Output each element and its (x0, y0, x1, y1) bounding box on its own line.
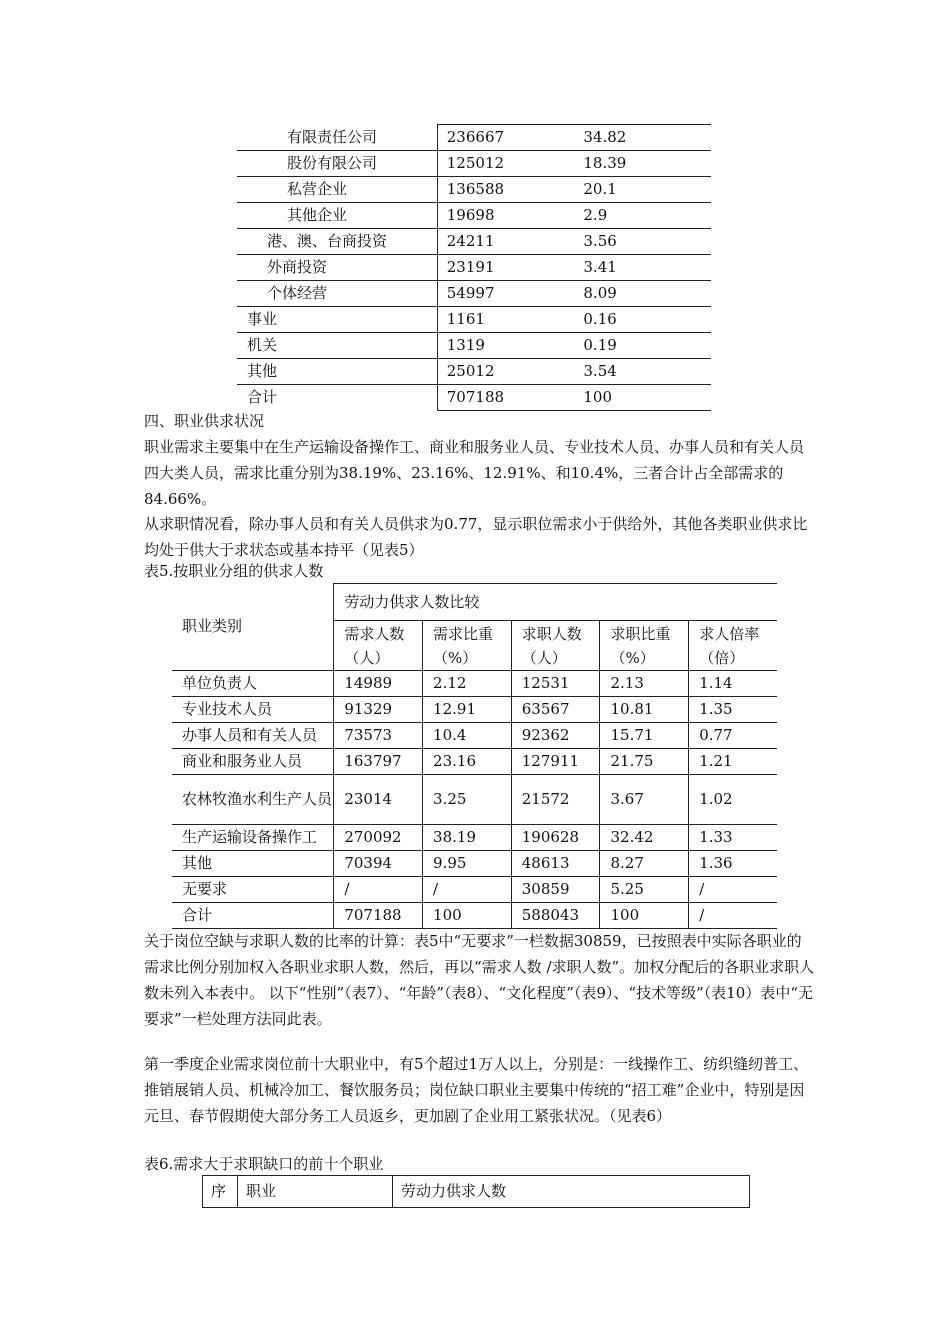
table-cell: 707188 (334, 903, 423, 929)
table-cell: 12531 (511, 671, 600, 697)
table-cell: 91329 (334, 697, 423, 723)
top-ten-gap-table (202, 1175, 750, 1208)
table-row (237, 229, 711, 255)
table-cell: 38.19 (423, 825, 512, 851)
row-label: 其他企业 (237, 203, 437, 229)
table-row (237, 177, 711, 203)
row-percent: 2.9 (583, 203, 711, 229)
row-value: 1161 (437, 307, 583, 333)
group-header: 劳动力供求人数比较 (334, 584, 777, 621)
table-cell: 1.33 (689, 825, 777, 851)
column-header (511, 621, 600, 671)
occupation-supply-demand-table (172, 583, 777, 929)
table-cell: 127911 (511, 749, 600, 775)
row-value: 19698 (437, 203, 583, 229)
table-cell: 2.12 (423, 671, 512, 697)
table-cell: 21572 (511, 775, 600, 825)
column-header-unit: （%） (610, 648, 655, 667)
table-cell: 48613 (511, 851, 600, 877)
table6-header-occupation: 职业 (238, 1176, 393, 1208)
row-value: 136588 (437, 177, 583, 203)
table-cell: 21.75 (600, 749, 689, 775)
table-cell: 15.71 (600, 723, 689, 749)
table-cell: 1.14 (689, 671, 777, 697)
occupation-category: 商业和服务业人员 (172, 749, 334, 775)
row-percent: 18.39 (583, 151, 711, 177)
column-header (689, 621, 777, 671)
column-header (423, 621, 512, 671)
occupation-category: 其他 (172, 851, 334, 877)
enterprise-type-table (237, 124, 711, 411)
table-row (172, 697, 777, 723)
table-cell: 3.67 (600, 775, 689, 825)
occupation-category: 生产运输设备操作工 (172, 825, 334, 851)
row-value: 236667 (437, 125, 583, 151)
row-label: 其他 (237, 359, 437, 385)
column-header-name: 求职比重 (610, 624, 671, 643)
column-header (600, 621, 689, 671)
row-value: 1319 (437, 333, 583, 359)
row-label: 私营企业 (237, 177, 437, 203)
row-percent: 100 (583, 385, 711, 411)
table-cell: 100 (423, 903, 512, 929)
table-cell: 1.35 (689, 697, 777, 723)
table-cell: 1.02 (689, 775, 777, 825)
column-header-name: 需求比重 (433, 624, 494, 643)
row-percent: 3.56 (583, 229, 711, 255)
table-row (237, 151, 711, 177)
table-row (237, 359, 711, 385)
table-cell: 8.27 (600, 851, 689, 877)
row-value: 125012 (437, 151, 583, 177)
paragraph-top-ten: 第一季度企业需求岗位前十大职业中，有5个超过1万人以上，分别是：一线操作工、纺织缝纫普工、推销展销人员、机械冷加工、餐饮服务员；岗位缺口职业主要集中传统的“招工难”企业中，特别是因元旦、春节假期使大部分务工人员返乡，更加剧了企业用工紧张状况。（见表6） (144, 1055, 809, 1125)
occupation-category: 农林牧渔水利生产人员 (172, 775, 334, 825)
column-header (334, 621, 423, 671)
row-label: 有限责任公司 (237, 125, 437, 151)
table-row (172, 671, 777, 697)
table-cell: 92362 (511, 723, 600, 749)
table-row (237, 125, 711, 151)
table-cell: 5.25 (600, 877, 689, 903)
table-cell: 12.91 (423, 697, 512, 723)
table-row (237, 281, 711, 307)
row-label: 合计 (247, 388, 278, 407)
table-row (237, 333, 711, 359)
table-cell: 63567 (511, 697, 600, 723)
column-header-unit: （人） (344, 648, 390, 667)
table-cell: / (689, 903, 777, 929)
table5-title: 表5.按职业分组的供求人数 (144, 562, 324, 580)
column-header-name: 需求人数 (344, 624, 405, 643)
table-cell: 0.77 (689, 723, 777, 749)
table-row (237, 203, 711, 229)
table-cell: 23.16 (423, 749, 512, 775)
table-cell: 190628 (511, 825, 600, 851)
row-label: 个体经营 (237, 281, 437, 307)
column-header-name: 求职人数 (521, 624, 582, 643)
table6-header-seq: 序 (203, 1176, 238, 1208)
paragraph-calc-note: 关于岗位空缺与求职人数的比率的计算：表5中“无要求”一栏数据30859，已按照表中实际各职业的需求比例分别加权入各职业求职人数，然后，再以“需求人数 /求职人数”。加权分配后的各职业求职人数未列入本表中。 以下“性别”（表7）、“年龄”（表8）、“文化程度”（表9）、“技术等级”（表10）表中“无要求”一栏处理方法同此表。 (144, 932, 815, 1028)
row-label: 股份有限公司 (237, 151, 437, 177)
table-cell: 10.4 (423, 723, 512, 749)
table-cell: 100 (600, 903, 689, 929)
row-value: 54997 (437, 281, 583, 307)
row-value: 24211 (437, 229, 583, 255)
section-heading: 四、职业供求状况 (144, 412, 265, 430)
row-value: 707188 (437, 385, 583, 411)
table-row (172, 825, 777, 851)
occupation-category: 无要求 (172, 877, 334, 903)
occupation-category: 单位负责人 (172, 671, 334, 697)
column-header-unit: （人） (521, 648, 567, 667)
table-cell: 14989 (334, 671, 423, 697)
table-cell: 10.81 (600, 697, 689, 723)
table-row (172, 903, 777, 929)
paragraph-demand: 职业需求主要集中在生产运输设备操作工、商业和服务业人员、专业技术人员、办事人员和有关人员四大类人员，需求比重分别为38.19%、23.16%、12.91%、和10.4%，三者合计占全部需求的84.66%。 (144, 438, 805, 508)
table-row (237, 307, 711, 333)
row-percent: 20.1 (583, 177, 711, 203)
table-row (172, 775, 777, 825)
row-label: 外商投资 (237, 255, 437, 281)
row-percent: 34.82 (583, 125, 711, 151)
table-cell: 30859 (511, 877, 600, 903)
occupation-category: 专业技术人员 (172, 697, 334, 723)
row-label: 港、澳、台商投资 (237, 229, 437, 255)
table-row (172, 851, 777, 877)
table-cell: 1.21 (689, 749, 777, 775)
row-value: 23191 (437, 255, 583, 281)
table-row (172, 877, 777, 903)
row-percent: 0.16 (583, 307, 711, 333)
table-row (237, 385, 711, 411)
row-percent: 8.09 (583, 281, 711, 307)
row-percent: 0.19 (583, 333, 711, 359)
occupation-category: 办事人员和有关人员 (172, 723, 334, 749)
table-cell: / (334, 877, 423, 903)
table-cell: 32.42 (600, 825, 689, 851)
table-cell: 270092 (334, 825, 423, 851)
table6-header-supply-demand: 劳动力供求人数 (393, 1176, 750, 1208)
column-header-unit: （倍） (699, 648, 745, 667)
paragraph-supply: 从求职情况看，除办事人员和有关人员供求为0.77，显示职位需求小于供给外，其他各类职业供求比均处于供大于求状态或基本持平（见表5） (144, 515, 808, 559)
table-cell: 70394 (334, 851, 423, 877)
row-percent: 3.41 (583, 255, 711, 281)
table-cell: 3.25 (423, 775, 512, 825)
occupation-category: 合计 (172, 903, 334, 929)
table6-title: 表6.需求大于求职缺口的前十个职业 (144, 1155, 384, 1173)
table-cell: 163797 (334, 749, 423, 775)
table-row (172, 749, 777, 775)
table-cell: / (423, 877, 512, 903)
row-value: 25012 (437, 359, 583, 385)
table-cell: / (689, 877, 777, 903)
row-percent: 3.54 (583, 359, 711, 385)
table-cell: 9.95 (423, 851, 512, 877)
column-header-unit: （%） (433, 648, 478, 667)
category-header: 职业类别 (172, 584, 334, 671)
column-header-name: 求人倍率 (699, 624, 760, 643)
row-label: 事业 (237, 307, 437, 333)
table-cell: 588043 (511, 903, 600, 929)
table-cell: 23014 (334, 775, 423, 825)
table-cell: 1.36 (689, 851, 777, 877)
table-row (172, 723, 777, 749)
table-cell: 73573 (334, 723, 423, 749)
table-row (237, 255, 711, 281)
row-label: 机关 (237, 333, 437, 359)
table-cell: 2.13 (600, 671, 689, 697)
